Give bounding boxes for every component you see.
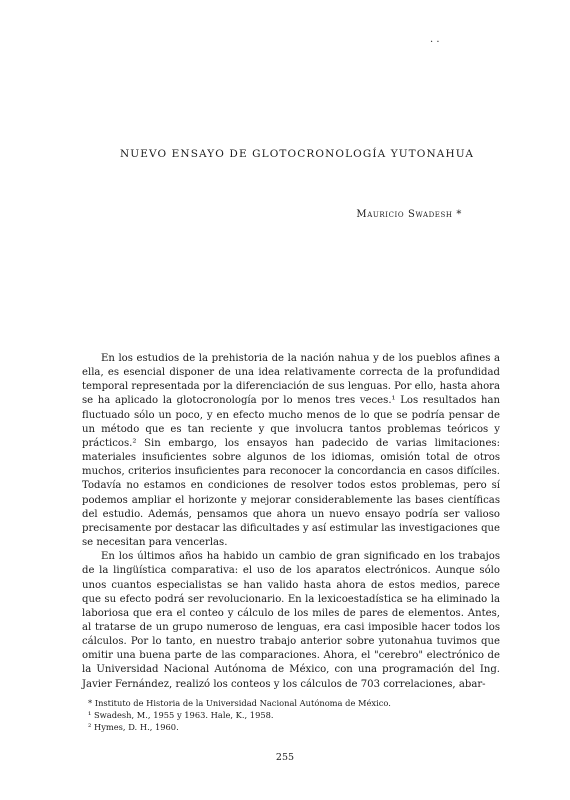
corner-mark: · · bbox=[430, 37, 440, 48]
footnotes bbox=[82, 697, 500, 733]
article-title: NUEVO ENSAYO DE GLOTOCRONOLOGÍA YUTONAHUA bbox=[120, 148, 475, 160]
paragraph: En los últimos años ha habido un cambio de gran significado en los trabajos de la lingüística comparativa: el uso de los aparatos electrónicos. Aunque sólo unos cuantos especialistas se han valido hasta ahora de estos medios, parece que su efecto podrá ser revolucionario. En la lexicoestadística se ha eliminado la laboriosa que era el conteo y cálculo de los miles de pares de elementos. Antes, al tratarse de un grupo numeroso de lenguas, era casi imposible hacer todos los cálculos. Por lo tanto, en nuestro trabajo anterior sobre yutonahua tuvimos que omitir una buena parte de las comparaciones. Ahora, el "cerebro" electrónico de la Universidad Nacional Autónoma de México, con una programación del Ing. Javier Fernández, realizó los conteos y los cálculos de 703 correlaciones, abar- bbox=[82, 551, 500, 690]
footnote: * Instituto de Historia de la Universidad Nacional Autónoma de México. bbox=[88, 698, 391, 708]
footnote: ¹ Swadesh, M., 1955 y 1963. Hale, K., 1958. bbox=[88, 710, 274, 720]
footnote: ² Hymes, D. H., 1960. bbox=[88, 722, 179, 732]
page-number: 255 bbox=[275, 752, 295, 763]
author-name: Mauricio Swadesh * bbox=[356, 209, 462, 220]
article-body bbox=[82, 352, 500, 692]
paragraph: En los estudios de la prehistoria de la nación nahua y de los pueblos afines a ella, es esencial disponer de una idea relativamente correcta de la profundidad temporal representada por la diferenciación de sus lenguas. Por ello, hasta ahora se ha aplicado la glotocronología por lo menos tres veces.¹ Los resultados han fluctuado sólo un poco, y en efecto mucho menos de lo que se podría pensar de un método que es tan reciente y que involucra tantos problemas teóricos y prácticos.² Sin embargo, los ensayos han padecido de varias limitaciones: materiales insuficientes sobre algunos de los idiomas, omisión total de otros muchos, criterios insuficientes para reconocer la concordancia en casos difíciles. Todavía no estamos en condiciones de resolver todos estos problemas, pero sí podemos ampliar el horizonte y mejorar considerablemente las bases científicas del estudio. Además, pensamos que ahora un nuevo ensayo podría ser valioso precisamente por destacar las dificultades y así estimular las investigaciones que se necesitan para vencerlas. bbox=[82, 353, 501, 549]
